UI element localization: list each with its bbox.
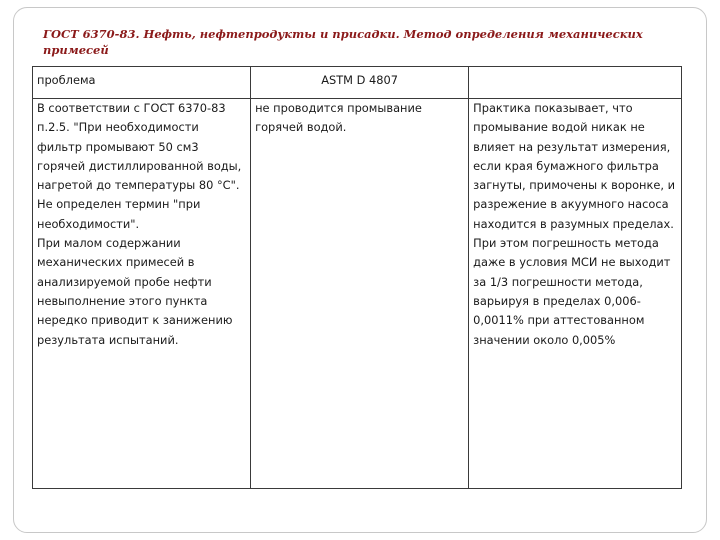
- header-empty: [469, 67, 682, 99]
- cell-problem: [33, 99, 251, 489]
- comparison-table: [32, 66, 682, 489]
- table-row: [33, 99, 682, 489]
- slide-title: ГОСТ 6370-83. Нефть, нефтепродукты и присадки. Метод определения механических примесей: [43, 27, 643, 57]
- cell-practice: Практика показывает, что промывание водой никак не влияет на результат измерения, если края бумажного фильтра загнуты, примочены к воронке, и разрежение в акуумного насоса находится в разумных пределах. При этом погрешность метода даже в условия МСИ не выходит за 1/3 погрешности метода, варьируя в пределах 0,006-0,0011% при аттестованном значении около 0,005%: [469, 99, 682, 489]
- table-header-row: [33, 67, 682, 99]
- problem-paragraph-2: Не определен термин "при необходимости".: [37, 197, 201, 231]
- problem-paragraph-1: В соответствии с ГОСТ 6370-83 п.2.5. "При необходимости фильтр промывают 50 см3 горячей дистиллированной воды, нагретой до температуры 80 °С".: [37, 101, 242, 193]
- problem-paragraph-3: При малом содержании механических примесей в анализируемой пробе нефти невыполнение этого пункта нередко приводит к занижению результата испытаний.: [37, 236, 233, 347]
- header-problem: проблема: [33, 67, 251, 99]
- header-astm: ASTM D 4807: [251, 67, 469, 99]
- cell-astm: не проводится промывание горячей водой.: [251, 99, 469, 489]
